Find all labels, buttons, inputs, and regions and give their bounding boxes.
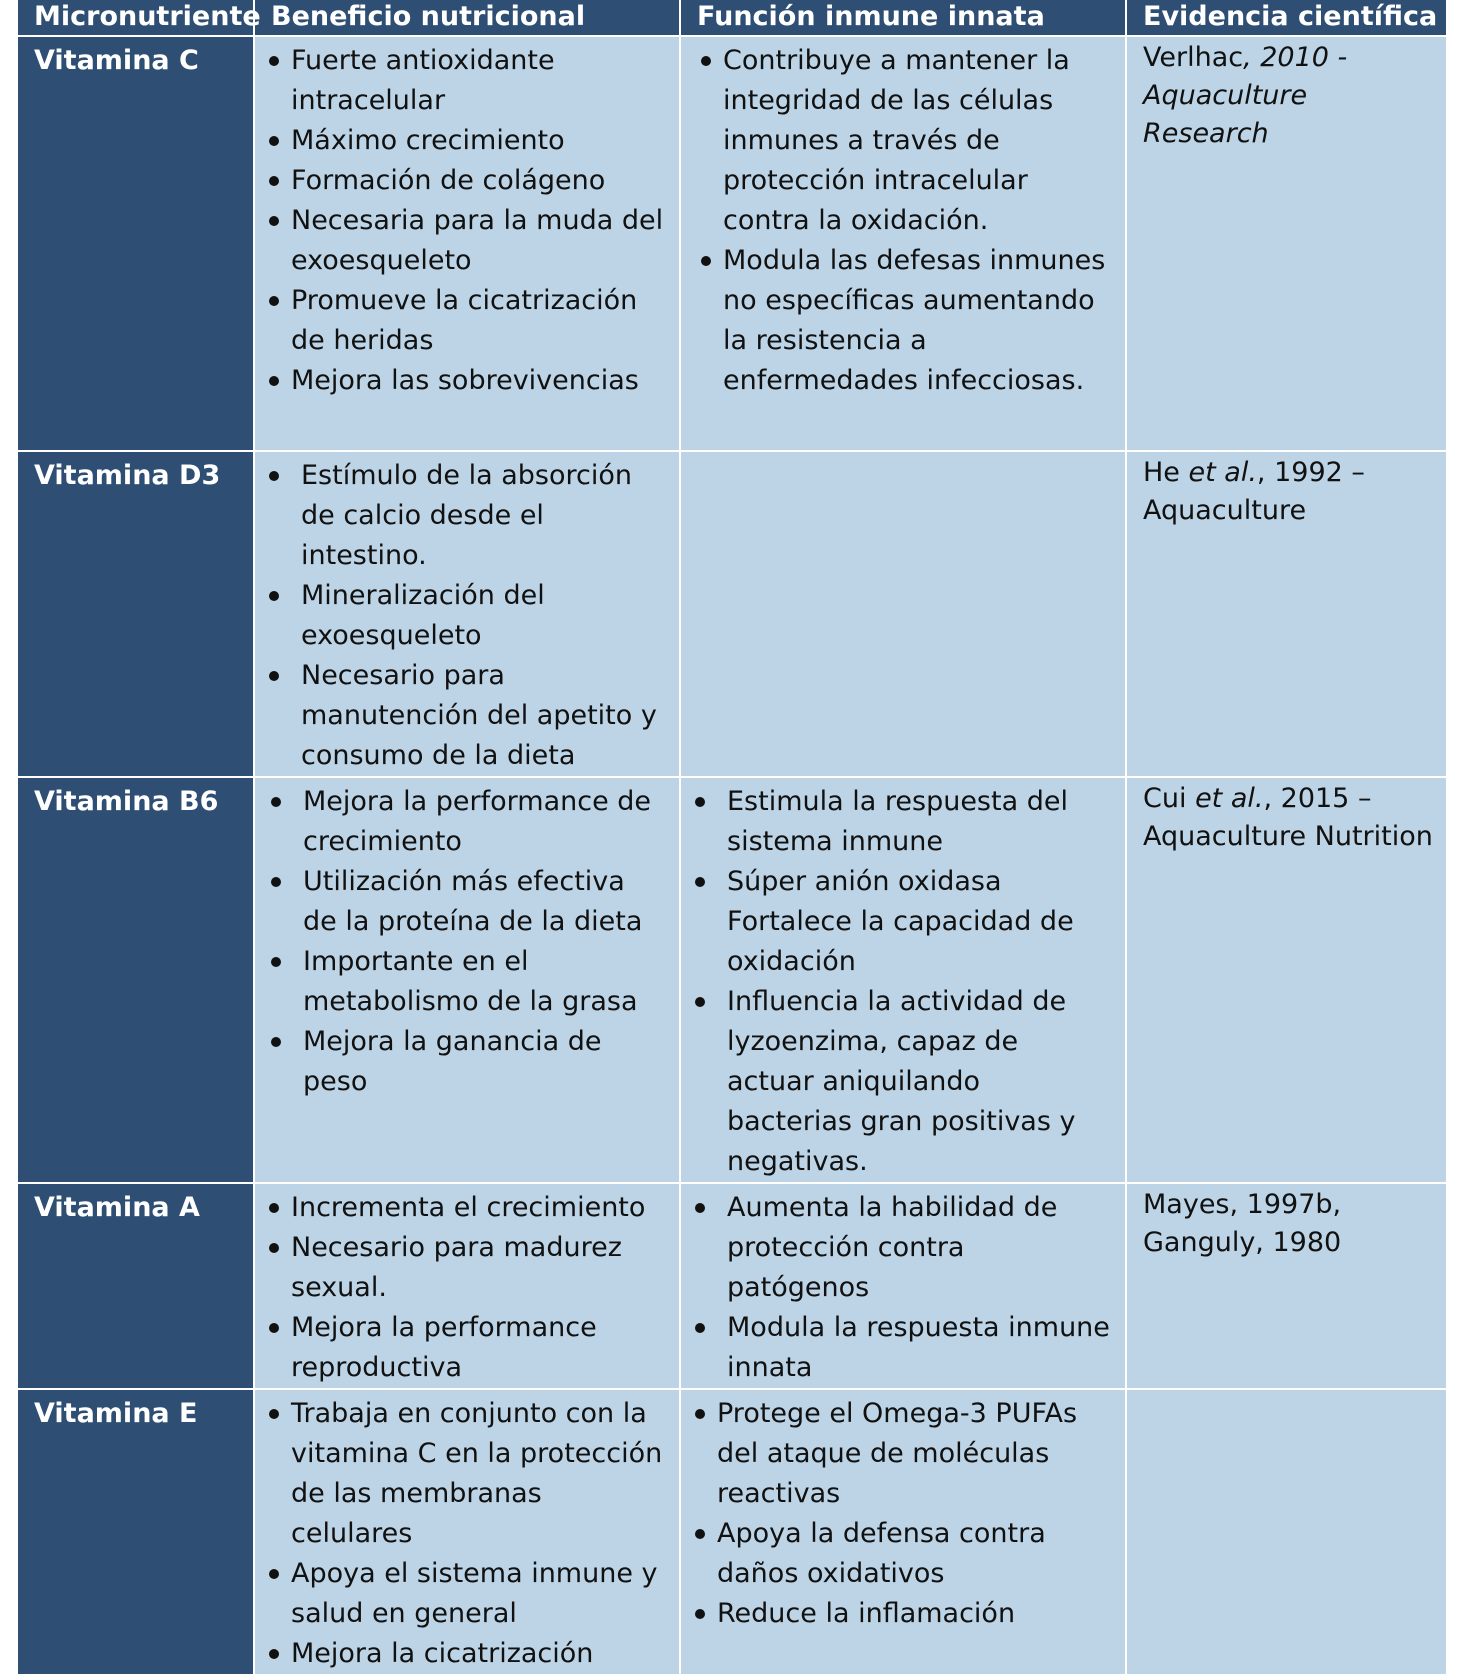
reference-year: , 2015 – [1263, 783, 1372, 814]
table-row [18, 777, 1446, 1183]
list-item: Mejora las sobrevivencias [265, 361, 667, 401]
funcion-cell [680, 36, 1126, 451]
list-item: Estimula la respuesta del sistema inmune [691, 782, 1113, 862]
list-item: Súper anión oxidasa Fortalece la capacidad de oxidación [691, 862, 1113, 982]
reference-year: , 1992 – [1256, 457, 1365, 488]
beneficio-list [265, 41, 667, 401]
list-item: Utilización más efectiva de la proteína de la dieta [267, 862, 667, 942]
header-funcion: Función inmune innata [680, 0, 1126, 36]
reference-line-1: Mayes, 1997b, [1143, 1189, 1342, 1220]
evidencia-cell [1126, 777, 1446, 1183]
row-name: Vitamina D3 [18, 451, 254, 777]
reference-etal: et al. [1188, 457, 1257, 488]
row-name: Vitamina C [18, 36, 254, 451]
list-item: Modula las defesas inmunes no específicas aumentando la resistencia a enfermedades infecciosas. [697, 241, 1113, 401]
reference-line-1 [1143, 780, 1438, 818]
header-evidencia: Evidencia científica [1126, 0, 1446, 36]
table-row [18, 1183, 1446, 1389]
reference-journal: Aquaculture Research [1143, 80, 1308, 149]
funcion-cell [680, 1389, 1126, 1675]
funcion-list [697, 41, 1113, 401]
list-item: Necesario para madurez sexual. [265, 1228, 667, 1308]
reference-line-2: Ganguly, 1980 [1143, 1227, 1342, 1258]
list-item: Mejora la ganancia de peso [267, 1022, 667, 1102]
list-item: Incrementa el crecimiento [265, 1188, 667, 1228]
list-item: Mejora la performance reproductiva [265, 1308, 667, 1388]
funcion-cell [680, 777, 1126, 1183]
list-item: Formación de colágeno [265, 161, 667, 201]
row-name: Vitamina E [18, 1389, 254, 1675]
header-beneficio: Beneficio nutricional [254, 0, 680, 36]
list-item: Contribuye a mantener la integridad de las células inmunes a través de protección intracelular contra la oxidación. [697, 41, 1113, 241]
list-item: Mejora la cicatrización [265, 1634, 667, 1674]
list-item: Máximo crecimiento [265, 121, 667, 161]
beneficio-cell [254, 777, 680, 1183]
list-item: Modula la respuesta inmune innata [691, 1308, 1113, 1388]
reference-etal: et al. [1195, 783, 1264, 814]
list-item: Fuerte antioxidante intracelular [265, 41, 667, 121]
funcion-list [691, 1188, 1113, 1388]
reference-line-1 [1143, 39, 1438, 77]
reference-author: He [1143, 457, 1189, 488]
list-item: Trabaja en conjunto con la vitamina C en la protección de las membranas celulares [265, 1394, 667, 1554]
micronutrient-table [18, 0, 1446, 1676]
beneficio-list [265, 1188, 667, 1388]
reference-journal: Aquaculture Nutrition [1143, 821, 1433, 852]
evidencia-cell [1126, 451, 1446, 777]
beneficio-cell [254, 1183, 680, 1389]
row-name: Vitamina A [18, 1183, 254, 1389]
evidencia-cell [1126, 1183, 1446, 1389]
reference-year: , 2010 - [1243, 42, 1348, 73]
reference-journal: Aquaculture [1143, 495, 1307, 526]
list-item: Reduce la inflamación [691, 1594, 1113, 1634]
beneficio-list [265, 456, 667, 776]
beneficio-cell [254, 451, 680, 777]
table-row [18, 451, 1446, 777]
list-item: Promueve la cicatrización de heridas [265, 281, 667, 361]
reference-author: Verlhac [1143, 42, 1244, 73]
list-item: Aumenta la habilidad de protección contra patógenos [691, 1188, 1113, 1308]
beneficio-cell [254, 1389, 680, 1675]
funcion-cell [680, 1183, 1126, 1389]
table-container [18, 0, 1446, 1676]
list-item: Importante en el metabolismo de la grasa [267, 942, 667, 1022]
beneficio-cell [254, 36, 680, 451]
reference-line-1 [1143, 454, 1438, 492]
header-row [18, 0, 1446, 36]
beneficio-list [265, 1394, 667, 1674]
list-item: Mineralización del exoesqueleto [265, 576, 667, 656]
row-name: Vitamina B6 [18, 777, 254, 1183]
beneficio-list [267, 782, 667, 1102]
header-micronutriente: Micronutriente [18, 0, 254, 36]
table-row [18, 1389, 1446, 1675]
evidencia-cell [1126, 36, 1446, 451]
list-item: Apoya el sistema inmune y salud en general [265, 1554, 667, 1634]
list-item: Necesario para manutención del apetito y consumo de la dieta [265, 656, 667, 776]
table-row [18, 36, 1446, 451]
list-item: Protege el Omega-3 PUFAs del ataque de moléculas reactivas [691, 1394, 1113, 1514]
list-item: Estímulo de la absorción de calcio desde el intestino. [265, 456, 667, 576]
funcion-cell [680, 451, 1126, 777]
list-item: Necesaria para la muda del exoesqueleto [265, 201, 667, 281]
list-item: Mejora la performance de crecimiento [267, 782, 667, 862]
reference-author: Cui [1143, 783, 1196, 814]
evidencia-cell [1126, 1389, 1446, 1675]
funcion-list [691, 782, 1113, 1182]
list-item: Apoya la defensa contra daños oxidativos [691, 1514, 1113, 1594]
funcion-list [691, 1394, 1113, 1634]
list-item: Influencia la actividad de lyzoenzima, capaz de actuar aniquilando bacterias gran positivas y negativas. [691, 982, 1113, 1182]
